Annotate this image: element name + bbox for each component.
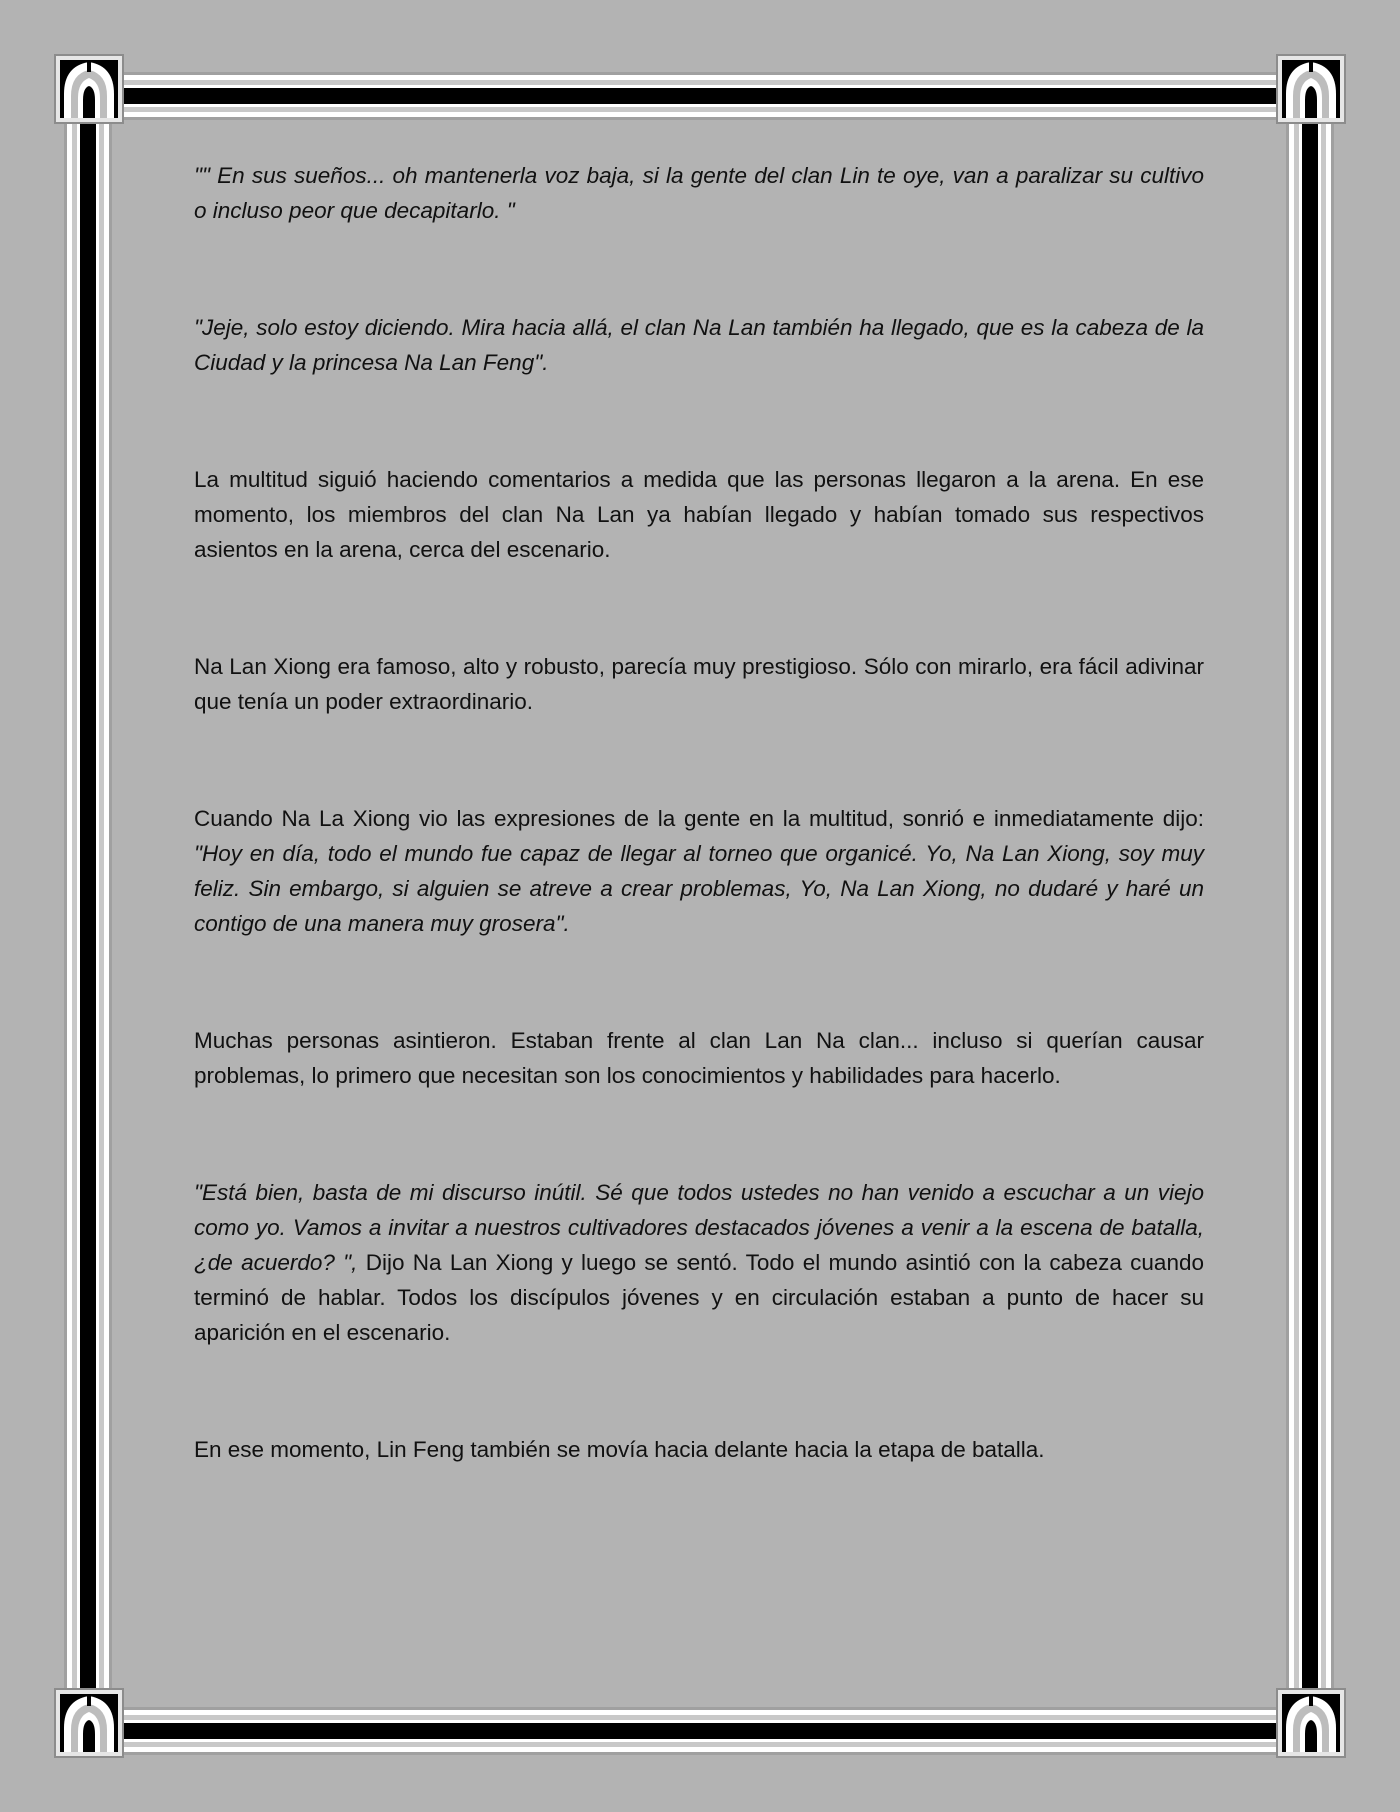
paragraph-8 [194, 1432, 1204, 1467]
paragraph-5 [194, 801, 1204, 941]
frame-top-band [120, 72, 1280, 120]
frame-left-band [64, 120, 112, 1740]
paragraph-text-segment: Dijo Na Lan Xiong y luego se sentó. Todo el mundo asintió con la cabeza cuando terminó de hablar. Todos los discípulos jóvenes y en circulación estaban a punto de hacer su aparición en el escenario. [194, 1250, 1204, 1345]
frame-corner-bottom-left [54, 1688, 124, 1758]
frame-bottom-band [120, 1707, 1280, 1755]
paragraph-text-segment: Na Lan Xiong era famoso, alto y robusto, parecía muy prestigioso. Sólo con mirarlo, era fácil adivinar que tenía un poder extraordinario. [194, 654, 1204, 714]
paragraph-2 [194, 310, 1204, 380]
paragraph-text-segment: "Jeje, solo estoy diciendo. Mira hacia allá, el clan Na Lan también ha llegado, que es la cabeza de la Ciudad y la princesa Na Lan Feng". [194, 315, 1204, 375]
paragraph-text-segment: En ese momento, Lin Feng también se movía hacia delante hacia la etapa de batalla. [194, 1437, 1045, 1462]
frame-corner-top-left [54, 54, 124, 124]
paragraph-text-segment: "Hoy en día, todo el mundo fue capaz de llegar al torneo que organicé. Yo, Na Lan Xiong, soy muy feliz. Sin embargo, si alguien se atreve a crear problemas, Yo, Na Lan Xiong, no dudaré y haré un contigo de una manera muy grosera". [194, 841, 1204, 936]
paragraph-text-segment: "" En sus sueños... oh mantenerla voz baja, si la gente del clan Lin te oye, van a paralizar su cultivo o incluso peor que decapitarlo. " [194, 163, 1204, 223]
frame-corner-bottom-right [1276, 1688, 1346, 1758]
paragraph-text-segment: "Está bien, basta de mi discurso inútil. Sé que todos ustedes no han venido a escuchar a un viejo como yo. Vamos a invitar a nuestros cultivadores destacados jóvenes a venir a la escena de batalla, ¿de acuerdo? ", [194, 1180, 1204, 1275]
frame-corner-top-right [1276, 54, 1346, 124]
paragraph-text-segment: La multitud siguió haciendo comentarios a medida que las personas llegaron a la arena. En ese momento, los miembros del clan Na Lan ya habían llegado y habían tomado sus respectivos asientos en la arena, cerca del escenario. [194, 467, 1204, 562]
paragraph-1 [194, 158, 1204, 228]
paragraph-3 [194, 462, 1204, 567]
frame-right-band [1286, 120, 1334, 1740]
paragraph-6 [194, 1023, 1204, 1093]
paragraph-7 [194, 1175, 1204, 1350]
document-body [194, 158, 1204, 1467]
paragraph-text-segment: Cuando Na La Xiong vio las expresiones de la gente en la multitud, sonrió e inmediatamente dijo: [194, 806, 1204, 831]
paragraph-text-segment: Muchas personas asintieron. Estaban frente al clan Lan Na clan... incluso si querían causar problemas, lo primero que necesitan son los conocimientos y habilidades para hacerlo. [194, 1028, 1204, 1088]
paragraph-4 [194, 649, 1204, 719]
